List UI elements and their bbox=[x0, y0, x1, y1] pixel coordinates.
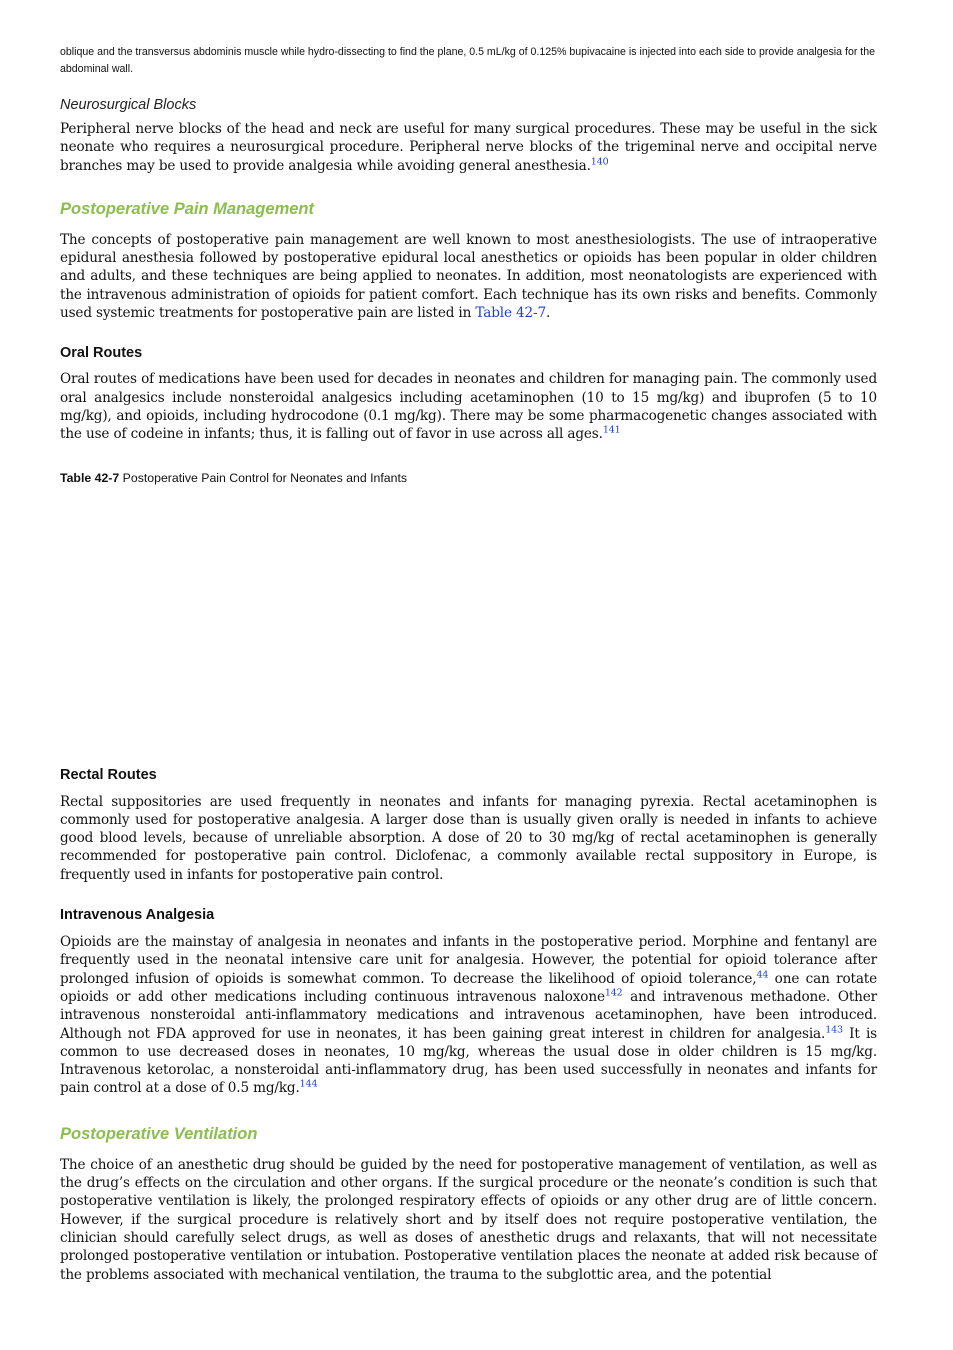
table-placeholder-area bbox=[60, 486, 877, 766]
reference-44-link[interactable]: 44 bbox=[756, 969, 769, 981]
iv-text-4: It is common to use decreased doses in neonates, 10 mg/kg, whereas the usual dose in older children is 15 mg/kg. Intravenous ketorolac, a nonsteroidal anti-inflammatory drug, has been used successfully in neonates and infants for pain control at a dose of 0.5 mg/kg. bbox=[60, 1025, 877, 1097]
oral-text: Oral routes of medications have been used for decades in neonates and children for managing pain. The commonly used oral analgesics include nonsteroidal analgesics including acetaminophen (10 to 15 mg/kg) and ibuprofen (5 to 10 mg/kg), and opioids, including hydrocodone (0.1 mg/kg). There may be some pharmacogenetic changes associated with the use of codeine in infants; thus, it is falling out of favor in use across all ages. bbox=[60, 371, 877, 443]
oral-routes-paragraph bbox=[60, 370, 877, 443]
table-42-7-link[interactable]: Table 42-7 bbox=[475, 305, 546, 322]
table-caption bbox=[60, 470, 877, 486]
postoperative-ventilation-paragraph: The choice of an anesthetic drug should be guided by the need for postoperative management of ventilation, as well as the drug’s effects on the circulation and other organs. If the surgical procedure or the neonate’s condition is such that postoperative ventilation is likely, the prolonged respiratory effects of opioids or any other drug are of little concern. However, if the surgical procedure is relatively short and by itself does not require postoperative ventilation, the clinician should carefully select drugs, as well as doses of anesthetic drugs and relaxants, that will not necessitate prolonged postoperative ventilation or intubation. Postoperative ventilation places the neonate at added risk because of the problems associated with mechanical ventilation, the trauma to the subglottic area, and the potential bbox=[60, 1156, 877, 1283]
iv-text-2: one can rotate opioids or add other medications including continuous intravenous naloxone bbox=[60, 970, 877, 1005]
postop-pain-text: The concepts of postoperative pain management are well known to most anesthesiologists. The use of intraoperative epidural anesthesia followed by postoperative epidural local anesthetics or opioids has been popular in older children and adults, and these techniques are being applied to neonates. In addition, most neonatologists are experienced with the intravenous administration of opioids for patient comfort. Each technique has its own risks and benefits. Commonly used systemic treatments for postoperative pain are listed in bbox=[60, 231, 877, 322]
postop-pain-tail: . bbox=[546, 305, 551, 322]
neurosurgical-text: Peripheral nerve blocks of the head and neck are useful for many surgical procedures. These may be useful in the sick neonate who requires a neurosurgical procedure. Peripheral nerve blocks of the trigeminal nerve and occipital nerve branches may be used to provide analgesia while avoiding general anesthesia. bbox=[60, 121, 877, 174]
neurosurgical-blocks-paragraph bbox=[60, 120, 877, 175]
reference-141-link[interactable]: 141 bbox=[602, 424, 621, 436]
intravenous-analgesia-paragraph bbox=[60, 933, 877, 1098]
intro-paragraph: oblique and the transversus abdominis muscle while hydro-dissecting to find the plane, 0.5 mL/kg of 0.125% bupivacaine is injected into each side to provide analgesia for the abdominal wall. bbox=[60, 46, 876, 75]
postoperative-pain-paragraph bbox=[60, 231, 877, 322]
intravenous-analgesia-heading: Intravenous Analgesia bbox=[60, 907, 215, 924]
neurosurgical-blocks-heading: Neurosurgical Blocks bbox=[60, 97, 197, 113]
reference-140-link[interactable]: 140 bbox=[590, 156, 609, 168]
rectal-routes-heading: Rectal Routes bbox=[60, 766, 157, 783]
reference-142-link[interactable]: 142 bbox=[604, 987, 623, 999]
document-page bbox=[60, 44, 877, 1284]
oral-routes-heading: Oral Routes bbox=[60, 345, 143, 362]
postoperative-ventilation-heading: Postoperative Ventilation bbox=[60, 1124, 258, 1143]
iv-text-1: Opioids are the mainstay of analgesia in neonates and infants in the postoperative period. Morphine and fentanyl are frequently used in the neonatal intensive care unit for analgesia. However, the potential for opioid tolerance after prolonged infusion of opioids is somewhat common. To decrease the likelihood of opioid tolerance, bbox=[60, 934, 877, 987]
table-label: Table 42-7 bbox=[60, 470, 120, 485]
rectal-routes-paragraph: Rectal suppositories are used frequently in neonates and infants for managing pyrexia. Rectal acetaminophen is commonly used for postoperative analgesia. A larger dose than is usually given orally is needed in infants to achieve good blood levels, because of unreliable absorption. A dose of 20 to 30 mg/kg of rectal acetaminophen is generally recommended for postoperative pain control. Diclofenac, a commonly available rectal suppository in Europe, is frequently used in infants for postoperative pain control. bbox=[60, 793, 877, 883]
iv-text-3: and intravenous methadone. Other intravenous nonsteroidal anti-inflammatory medications and intravenous acetaminophen, have been introduced. Although not FDA approved for use in neonates, it has been gaining great interest in children for analgesia. bbox=[60, 988, 877, 1042]
table-title: Postoperative Pain Control for Neonates and Infants bbox=[122, 470, 408, 485]
reference-143-link[interactable]: 143 bbox=[825, 1024, 843, 1035]
reference-144-link[interactable]: 144 bbox=[299, 1078, 318, 1090]
postoperative-pain-heading: Postoperative Pain Management bbox=[60, 199, 314, 218]
